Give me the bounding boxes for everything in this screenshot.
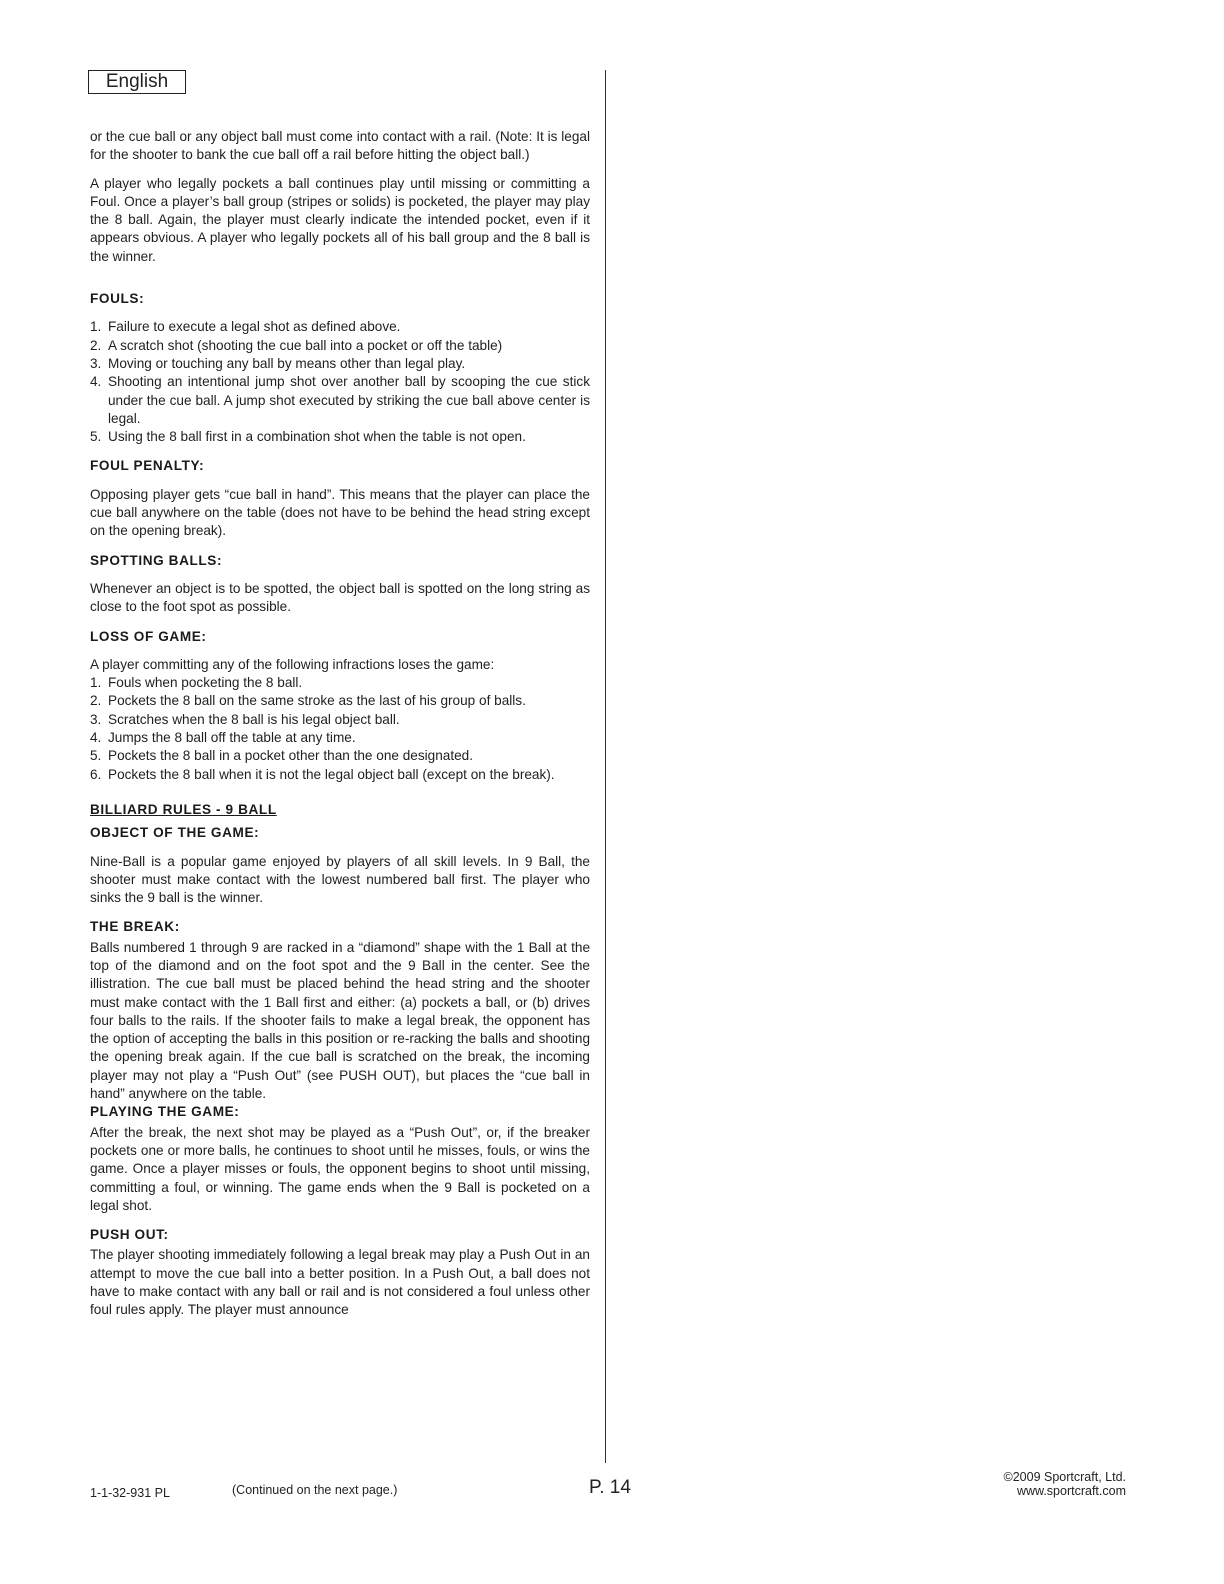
rules-column [90,128,590,1320]
website-text: www.sportcraft.com [1016,1484,1126,1498]
loss-of-game-intro: A player committing any of the following infractions loses the game: [90,656,495,672]
the-break-heading: THE BREAK: [90,919,180,935]
intro-paragraph-1: or the cue ball or any object ball must come into contact with a rail. (Note: It is legal for the shooter to bank the cue ball off a rail before hitting the object ball.) [90,129,590,163]
playing-the-game-heading: PLAYING THE GAME: [90,1104,240,1120]
copyright-block [1004,1470,1126,1498]
push-out-text: The player shooting immediately following a legal break may play a Push Out in an attempt to move the cue ball into a better position. In a Push Out, a ball does not have to make contact with any ball or rail and is not considered a foul unless other foul rules apply. The player must announce [90,1247,590,1318]
push-out-heading: PUSH OUT: [90,1227,169,1243]
language-tab: English [88,70,186,94]
page-number: P. 14 [589,1477,631,1498]
nine-ball-section-title: BILLIARD RULES - 9 BALL [90,801,277,817]
copyright-text: ©2009 Sportcraft, Ltd. [1003,1470,1126,1484]
playing-the-game-text: After the break, the next shot may be played as a “Push Out”, or, if the breaker pockets one or more balls, he continues to shoot until he misses, fouls, or wins the game. Once a player misses or fouls, the opponent begins to shoot until missing, committing a foul, or winning. The game ends when the 9 Ball is pocketed on a legal shot. [90,1124,590,1213]
continued-note: (Continued on the next page.) [232,1483,398,1497]
part-number: 1-1-32-931 PL [90,1486,170,1500]
fouls-list [90,318,590,446]
foul-penalty-text: Opposing player gets “cue ball in hand”. This means that the player can place the cue ball anywhere on the table (does not have to be behind the head string except on the opening break). [90,486,590,539]
list-item: 4. Jumps the 8 ball off the table at any time. [90,730,356,746]
loss-of-game-list [90,674,590,784]
fouls-heading: FOULS: [90,291,145,307]
foul-penalty-heading: FOUL PENALTY: [90,458,205,474]
list-item: 5. Using the 8 ball first in a combination shot when the table is not open. [90,429,526,445]
list-item: 3. Scratches when the 8 ball is his legal object ball. [90,711,400,727]
intro-paragraph-2: A player who legally pockets a ball continues play until missing or committing a Foul. Once a player’s ball group (stripes or solids) is pocketed, the player may play the 8 ball. Again, the player must clearly indicate the intended pocket, even if it appears obvious. A player who legally pockets all of his ball group and the 8 ball is the winner. [90,175,590,264]
object-of-game-text: Nine-Ball is a popular game enjoyed by players of all skill levels. In 9 Ball, the shooter must make contact with the lowest numbered ball first. The player who sinks the 9 ball is the winner. [90,853,590,906]
list-item: 3. Moving or touching any ball by means other than legal play. [90,355,466,371]
list-item: 5. Pockets the 8 ball in a pocket other than the one designated. [90,748,474,764]
column-divider [605,70,606,1463]
list-item: 2. Pockets the 8 ball on the same stroke as the last of his group of balls. [90,693,526,709]
loss-of-game-heading: LOSS OF GAME: [90,628,207,644]
list-item: 1. Fouls when pocketing the 8 ball. [90,675,303,691]
object-of-game-heading: OBJECT OF THE GAME: [90,825,260,841]
spotting-balls-heading: SPOTTING BALLS: [90,552,223,568]
spotting-balls-text: Whenever an object is to be spotted, the object ball is spotted on the long string as close to the foot spot as possible. [90,580,590,615]
list-item: 2. A scratch shot (shooting the cue ball into a pocket or off the table) [90,337,503,353]
list-item: 1. Failure to execute a legal shot as defined above. [90,319,401,335]
list-item: 6. Pockets the 8 ball when it is not the legal object ball (except on the break). [90,766,555,782]
list-item: 4. Shooting an intentional jump shot over another ball by scooping the cue stick under the cue ball. A jump shot executed by striking the cue ball above center is legal. [90,374,590,426]
the-break-text: Balls numbered 1 through 9 are racked in a “diamond” shape with the 1 Ball at the top of the diamond and on the foot spot and the 9 Ball in the center. See the illistration. The cue ball must be placed behind the head string and the shooter must make contact with the 1 Ball first and either: (a) pockets a ball, or (b) drives four balls to the rails. If the shooter fails to make a legal break, the opponent has the option of accepting the balls in this position or re-racking the balls and shooting the opening break again. If the cue ball is scratched on the break, the incoming player may not play a “Push Out” (see PUSH OUT), but places the “cue ball in hand” anywhere on the table. [90,939,590,1102]
